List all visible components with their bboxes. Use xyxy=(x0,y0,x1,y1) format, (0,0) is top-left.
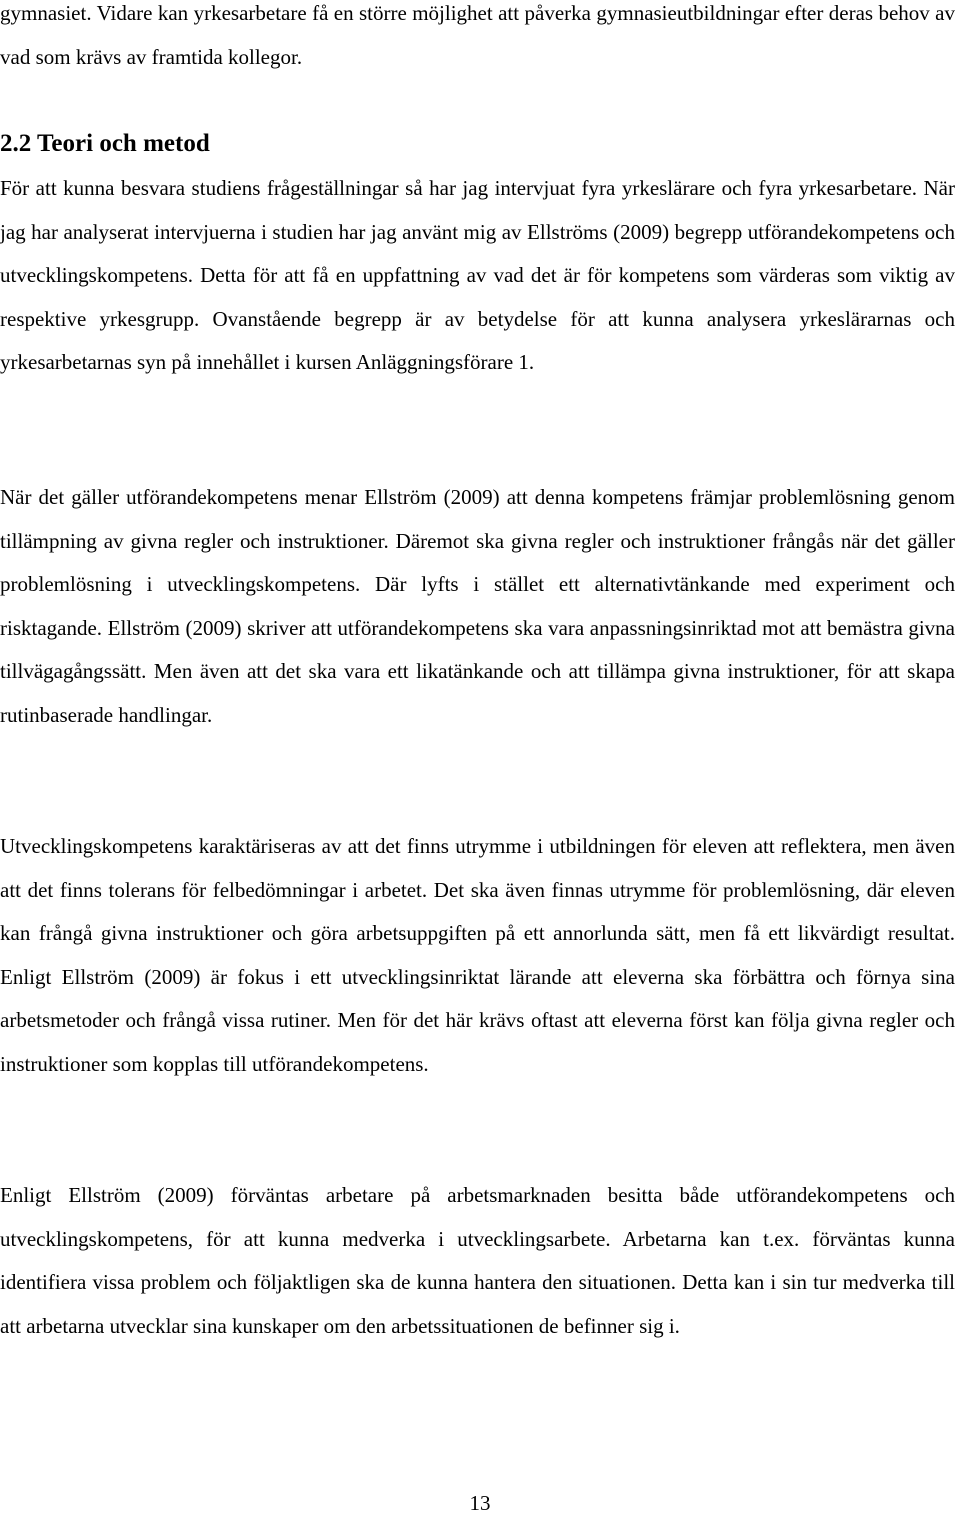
intro-paragraph: gymnasiet. Vidare kan yrkesarbetare få en större möjlighet att påverka gymnasieutbildningar efter deras behov av vad som krävs av framtida kollegor. xyxy=(0,1,955,69)
paragraph-utforandekompetens: När det gäller utförandekompetens menar Ellström (2009) att denna kompetens främjar problemlösning genom tillämpning av givna regler och instruktioner. Däremot ska givna regler och instruktioner frångås när det gäller problemlösning i utvecklingskompetens. Där lyfts i stället ett alternativtänkande med experiment och risktagande. Ellström (2009) skriver att utförandekompetens ska vara anpassningsinriktad mot att bemästra givna tillvägagångssätt. Men även att det ska vara ett likatänkande och att tillämpa givna instruktioner, för att skapa rutinbaserade handlingar. xyxy=(0,485,955,727)
paragraph-method: För att kunna besvara studiens frågeställningar så har jag intervjuat fyra yrkeslärare och fyra yrkesarbetare. När jag har analyserat intervjuerna i studien har jag använt mig av Ellströms (2009) begrepp utförandekompetens och utvecklingskompetens. Detta för att få en uppfattning av vad det är för kompetens som värderas som viktig av respektive yrkesgrupp. Ovanstående begrepp är av betydelse för att kunna analysera yrkeslärarnas och yrkesarbetarnas syn på innehållet i kursen Anläggningsförare 1. xyxy=(0,176,955,375)
paragraph-ellstrom-expectations: Enligt Ellström (2009) förväntas arbetare på arbetsmarknaden besitta både utförandekompetens och utvecklingskompetens, för att kunna medverka i utvecklingsarbete. Arbetarna kan t.ex. förväntas kunna identifiera vissa problem och följaktligen ska de kunna hantera den situationen. Detta kan i sin tur medverka till att arbetarna utvecklar sina kunskaper om den arbetssituationen de befinner sig i. xyxy=(0,1183,955,1338)
page-number: 13 xyxy=(469,1491,491,1515)
paragraph-utvecklingskompetens: Utvecklingskompetens karaktäriseras av att det finns utrymme i utbildningen för eleven att reflektera, men även att det finns tolerans för felbedömningar i arbetet. Det ska även finnas utrymme för problemlösning, där eleven kan frångå givna instruktioner och göra arbetsuppgiften på ett annorlunda sätt, men få ett likvärdigt resultat. Enligt Ellström (2009) är fokus i ett utvecklingsinriktat lärande att eleverna ska förbättra och förnya sina arbetsmetoder och frångå vissa rutiner. Men för det här krävs oftast att eleverna först kan följa givna regler och instruktioner som kopplas till utförandekompetens. xyxy=(0,834,955,1076)
section-heading: 2.2 Teori och metod xyxy=(0,130,210,157)
